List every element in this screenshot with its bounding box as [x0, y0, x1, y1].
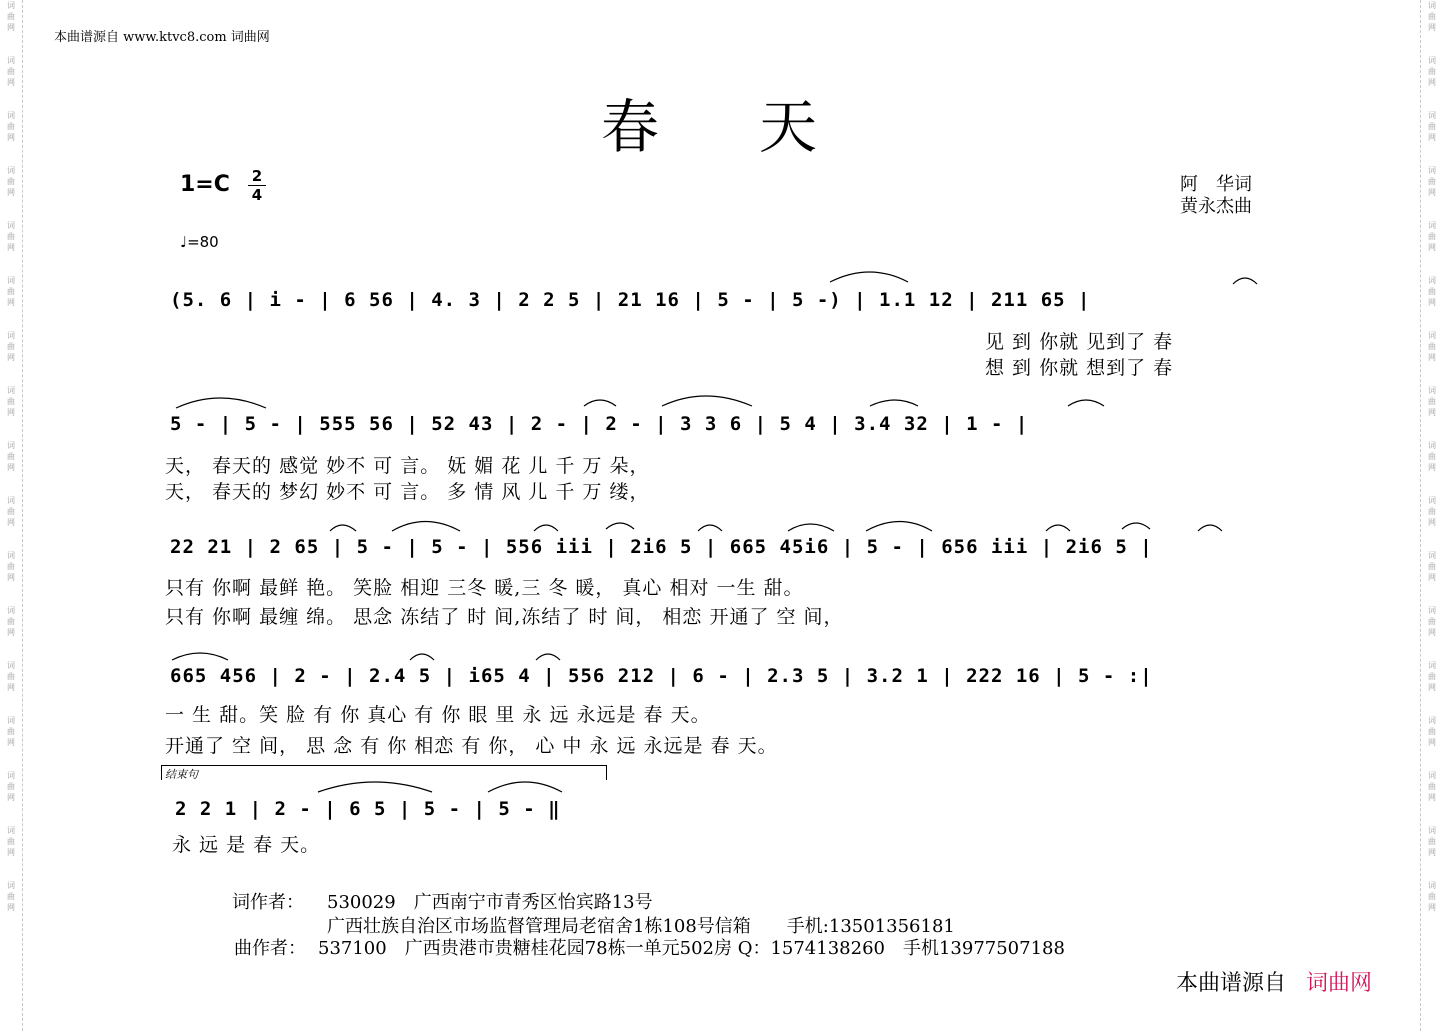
score-line-5-lyrics: 永 远 是 春 天。 [172, 834, 321, 856]
key-signature: 1=C [180, 172, 230, 197]
watermark-glyph: 词 曲 网 [7, 166, 15, 197]
composer-contact-label: 曲作者： [234, 938, 306, 959]
slur-arc [698, 525, 722, 531]
slur-arc [830, 272, 908, 282]
watermark-glyph: 词 曲 网 [1428, 1, 1436, 32]
slur-arc [1233, 278, 1257, 284]
slur-arc [788, 524, 834, 531]
tempo-marking: ♩=80 [180, 233, 219, 251]
watermark-glyph: 词 曲 网 [1428, 881, 1436, 912]
watermark-glyph: 词 曲 网 [1428, 221, 1436, 252]
watermark-glyph: 词 曲 网 [1428, 386, 1436, 417]
score-line-2-lyrics-verse1: 天， 春天的 感觉 妙不 可 言。 妩 媚 花 儿 千 万 朵， [165, 455, 650, 477]
watermark-glyph: 词 曲 网 [1428, 441, 1436, 472]
slur-arc [176, 398, 266, 408]
slur-arc [392, 522, 460, 532]
slur-arc [410, 654, 434, 660]
slur-arc [172, 653, 228, 660]
watermark-glyph: 词 曲 网 [1428, 496, 1436, 527]
watermark-glyph: 词 曲 网 [7, 111, 15, 142]
header-source-text: 本曲谱源自 www.ktvc8.com 词曲网 [54, 30, 270, 45]
watermark-glyph: 词 曲 网 [7, 661, 15, 692]
watermark-glyph: 词 曲 网 [1428, 276, 1436, 307]
watermark-glyph: 词 曲 网 [7, 826, 15, 857]
slur-arc [584, 400, 616, 406]
watermark-glyph: 词 曲 网 [1428, 826, 1436, 857]
watermark-glyph: 词 曲 网 [7, 881, 15, 912]
watermark-glyph: 词 曲 网 [1428, 331, 1436, 362]
watermark-glyph: 词 曲 网 [1428, 716, 1436, 747]
time-signature-bottom: 4 [251, 186, 263, 204]
slur-arc [536, 654, 560, 660]
score-line-2-notes: 5 - | 5 - | 555 56 | 52 43 | 2 - | 2 - | 3 3 6 | 5 4 | 3.4 32 | 1 - | [170, 413, 1029, 435]
score-line-1-lyrics-verse1: 见 到 你就 见到了 春 [985, 331, 1174, 353]
watermark-glyph: 词 曲 网 [7, 606, 15, 637]
lyricist-contact-line1: 530029 广西南宁市青秀区怡宾路13号 [327, 892, 653, 913]
slur-arc [1122, 523, 1150, 529]
slur-arc [330, 525, 356, 531]
slur-arc [534, 525, 558, 531]
watermark-glyph: 词 曲 网 [7, 386, 15, 417]
slur-arc [318, 782, 432, 792]
lyricist-contact-line2: 广西壮族自治区市场监督管理局老宿舍1栋108号信箱 手机:13501356181 [327, 916, 955, 937]
composer-credit: 黄永杰曲 [1180, 196, 1252, 217]
watermark-glyph: 词 曲 网 [7, 56, 15, 87]
score-line-1-notes: (5. 6 | i - | 6 56 | 4. 3 | 2 2 5 | 21 16 | 5 - | 5 -) | 1.1 12 | 211 65 | [170, 289, 1091, 311]
ending-label: 结束句 [165, 768, 198, 781]
slur-arc [606, 523, 634, 529]
watermark-glyph: 词 曲 网 [7, 221, 15, 252]
score-line-3-notes: 22 21 | 2 65 | 5 - | 5 - | 556 iii | 2i6 5 | 665 45i6 | 5 - | 656 iii | 2i6 5 | [170, 536, 1153, 558]
score-line-3-lyrics-verse2: 只有 你啊 最缠 绵。 思念 冻结了 时 间,冻结了 时 间， 相恋 开通了 空 间， [165, 606, 844, 628]
watermark-glyph: 词 曲 网 [7, 716, 15, 747]
score-line-4-lyrics-verse2: 开通了 空 间， 思 念 有 你 相恋 有 你， 心 中 永 远 永远是 春 天。 [165, 735, 778, 757]
watermark-glyph: 词 曲 网 [1428, 111, 1436, 142]
watermark-glyph: 词 曲 网 [1428, 56, 1436, 87]
watermark-glyph: 词 曲 网 [7, 1, 15, 32]
slur-arc [662, 396, 752, 406]
score-line-2-lyrics-verse2: 天， 春天的 梦幻 妙不 可 言。 多 情 风 儿 千 万 缕， [165, 481, 650, 503]
watermark-glyph: 词 曲 网 [7, 551, 15, 582]
watermark-glyph: 词 曲 网 [1428, 166, 1436, 197]
watermark-glyph: 词 曲 网 [1428, 661, 1436, 692]
time-signature-top: 2 [251, 167, 263, 185]
slur-arc [488, 782, 562, 792]
score-line-5-notes: 2 2 1 | 2 - | 6 5 | 5 - | 5 - ‖ [175, 798, 561, 820]
slur-arc [1068, 400, 1104, 406]
footer-brand-link[interactable]: 词曲网 [1306, 971, 1373, 996]
lyricist-credit: 阿 华词 [1180, 174, 1252, 195]
watermark-glyph: 词 曲 网 [7, 276, 15, 307]
footer-source [1176, 966, 1372, 997]
watermark-glyph: 词 曲 网 [7, 331, 15, 362]
slur-arc [866, 522, 932, 532]
composer-contact-line: 537100 广西贵港市贵糖桂花园78栋一单元502房 Q：1574138260 手机13977507188 [318, 938, 1065, 959]
watermark-glyph: 词 曲 网 [7, 496, 15, 527]
song-title: 春天 [601, 93, 918, 161]
slur-arc [1198, 525, 1222, 531]
watermark-glyph: 词 曲 网 [7, 441, 15, 472]
slur-arc [870, 400, 918, 406]
score-line-1-lyrics-verse2: 想 到 你就 想到了 春 [985, 357, 1174, 379]
footer-source-text: 本曲谱源自 [1176, 971, 1287, 996]
slur-arc [1046, 525, 1070, 531]
watermark-glyph: 词 曲 网 [1428, 606, 1436, 637]
score-line-4-notes: 665 456 | 2 - | 2.4 5 | i65 4 | 556 212 | 6 - | 2.3 5 | 3.2 1 | 222 16 | 5 - :| [170, 665, 1153, 687]
score-line-4-lyrics-verse1: 一 生 甜。笑 脸 有 你 真心 有 你 眼 里 永 远 永远是 春 天。 [165, 704, 711, 726]
watermark-glyph: 词 曲 网 [7, 771, 15, 802]
watermark-glyph: 词 曲 网 [1428, 771, 1436, 802]
watermark-glyph: 词 曲 网 [1428, 551, 1436, 582]
score-line-3-lyrics-verse1: 只有 你啊 最鲜 艳。 笑脸 相迎 三冬 暖,三 冬 暖， 真心 相对 一生 甜。 [165, 577, 804, 599]
lyricist-contact-label: 词作者： [232, 892, 304, 913]
